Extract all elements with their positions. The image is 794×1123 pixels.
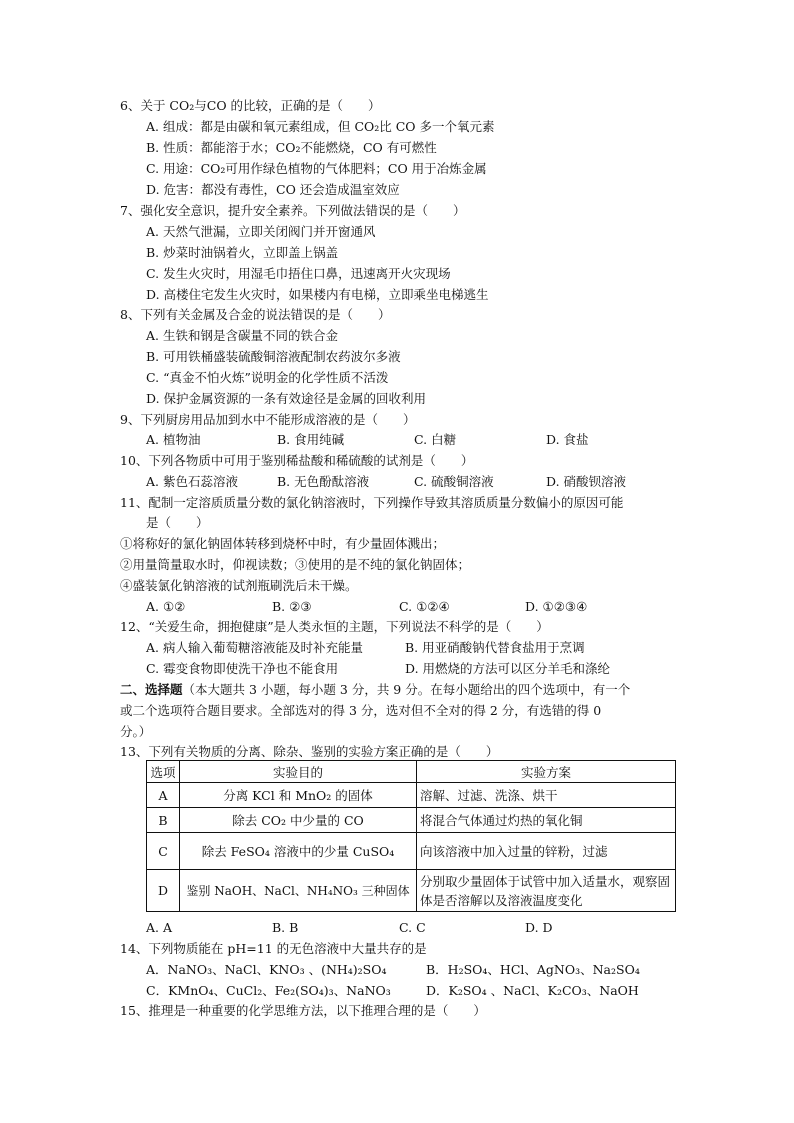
question-14-option-b[interactable]: B．H₂SO₄、HCl、AgNO₃、Na₂SO₄ [426, 962, 640, 977]
question-14-option-c[interactable]: C．KMnO₄、CuCl₂、Fe₂(SO₄)₃、NaNO₃ [146, 983, 391, 998]
question-13-option-d[interactable]: D. D [525, 920, 553, 935]
section-2-description-line-3: 分。） [120, 724, 152, 739]
question-10-option-a[interactable]: A. 紫色石蕊溶液 [146, 474, 238, 489]
table-row [147, 783, 676, 808]
question-14-stem: 14、下列物质能在 pH=11 的无色溶液中大量共存的是 [120, 941, 427, 956]
question-6-stem: 6、关于 CO₂与CO 的比较，正确的是（ ） [120, 98, 381, 113]
question-14-option-d[interactable]: D．K₂SO₄ 、NaCl、K₂CO₃、NaOH [426, 983, 639, 998]
question-12-option-b[interactable]: B. 用亚硝酸钠代替食盐用于烹调 [405, 640, 585, 655]
question-11-item-2: ②用量筒量取水时，仰视读数；③使用的是不纯的氯化钠固体； [120, 557, 471, 572]
question-11-option-c[interactable]: C. ①②④ [399, 599, 450, 614]
question-10-option-c[interactable]: C. 硫酸铜溶液 [414, 474, 494, 489]
question-7-option-a[interactable]: A. 天然气泄漏，立即关闭阀门并开窗通风 [146, 224, 376, 239]
section-2-title: 二、选择题 [120, 682, 183, 697]
question-12-option-a[interactable]: A. 病人输入葡萄糖溶液能及时补充能量 [146, 640, 363, 655]
question-11-stem: 11、配制一定溶质质量分数的氯化钠溶液时，下列操作导致其溶质质量分数偏小的原因可能 [120, 495, 624, 510]
question-8-option-a[interactable]: A. 生铁和钢是含碳量不同的铁合金 [146, 328, 338, 343]
question-10-option-b[interactable]: B. 无色酚酞溶液 [277, 474, 370, 489]
question-12-stem: 12、“关爱生命，拥抱健康”是人类永恒的主题，下列说法不科学的是（ ） [120, 619, 549, 634]
table-cell-goal: 除去 FeSO₄ 溶液中的少量 CuSO₄ [180, 833, 417, 870]
question-12-option-c[interactable]: C. 霉变食物即使洗干净也不能食用 [146, 661, 339, 676]
table-header-option: 选项 [147, 761, 180, 783]
question-11-item-1: ①将称好的氯化钠固体转移到烧杯中时，有少量固体溅出； [120, 536, 446, 551]
table-cell-option: D [147, 870, 180, 912]
question-8-stem: 8、下列有关金属及合金的说法错误的是（ ） [120, 307, 391, 322]
question-14-option-a[interactable]: A．NaNO₃、NaCl、KNO₃ 、(NH₄)₂SO₄ [146, 962, 387, 977]
section-2-heading [120, 680, 630, 700]
question-7-option-d[interactable]: D. 高楼住宅发生火灾时，如果楼内有电梯，立即乘坐电梯逃生 [146, 287, 489, 302]
table-row [147, 808, 676, 833]
table-cell-plan: 溶解、过滤、洗涤、烘干 [417, 783, 676, 808]
question-11-option-d[interactable]: D. ①②③④ [525, 599, 588, 614]
section-2-description: （本大题共 3 小题，每小题 3 分，共 9 分。在每小题给出的四个选项中，有一个 [182, 682, 631, 697]
question-11-item-3: ④盛装氯化钠溶液的试剂瓶刷洗后未干燥。 [120, 578, 358, 593]
question-7-option-c[interactable]: C. 发生火灾时，用湿毛巾捂住口鼻，迅速离开火灾现场 [146, 266, 451, 281]
question-11-stem-cont: 是（ ） [146, 515, 209, 530]
table-cell-goal: 除去 CO₂ 中少量的 CO [180, 808, 417, 833]
question-6-option-c[interactable]: C. 用途：CO₂可用作绿色植物的气体肥料；CO 用于冶炼金属 [146, 161, 487, 176]
question-8-option-b[interactable]: B. 可用铁桶盛装硫酸铜溶液配制农药波尔多液 [146, 349, 401, 364]
table-header-goal: 实验目的 [180, 761, 417, 783]
question-13-option-a[interactable]: A. A [146, 920, 173, 935]
question-11-option-b[interactable]: B. ②③ [272, 599, 312, 614]
table-cell-option: A [147, 783, 180, 808]
section-2-description-line-2: 或二个选项符合题目要求。全部选对的得 3 分，选对但不全对的得 2 分，有选错的得 0 [120, 703, 602, 718]
question-8-option-d[interactable]: D. 保护金属资源的一条有效途径是金属的回收利用 [146, 391, 427, 406]
question-9-option-b[interactable]: B. 食用纯碱 [277, 432, 345, 447]
question-6-option-d[interactable]: D. 危害：都没有毒性，CO 还会造成温室效应 [146, 182, 400, 197]
table-header-plan: 实验方案 [417, 761, 676, 783]
question-11-option-a[interactable]: A. ①② [146, 599, 186, 614]
table-cell-plan: 向该溶液中加入过量的锌粉，过滤 [417, 833, 676, 870]
table-cell-option: C [147, 833, 180, 870]
question-15-stem: 15、推理是一种重要的化学思维方法，以下推理合理的是（ ） [120, 1003, 486, 1018]
question-7-option-b[interactable]: B. 炒菜时油锅着火，立即盖上锅盖 [146, 245, 339, 260]
question-13-option-c[interactable]: C. C [399, 920, 426, 935]
table-cell-plan: 将混合气体通过灼热的氧化铜 [417, 808, 676, 833]
question-9-stem: 9、下列厨房用品加到水中不能形成溶液的是（ ） [120, 412, 416, 427]
table-cell-plan: 分别取少量固体于试管中加入适量水，观察固体是否溶解以及溶液温度变化 [417, 870, 676, 912]
question-9-option-c[interactable]: C. 白糖 [414, 432, 457, 447]
question-9-option-d[interactable]: D. 食盐 [546, 432, 589, 447]
question-7-stem: 7、强化安全意识，提升安全素养。下列做法错误的是（ ） [120, 203, 466, 218]
question-13-stem: 13、下列有关物质的分离、除杂、鉴别的实验方案正确的是（ ） [120, 744, 499, 759]
question-13-table [146, 760, 676, 912]
question-10-option-d[interactable]: D. 硝酸钡溶液 [546, 474, 627, 489]
table-cell-option: B [147, 808, 180, 833]
question-13-option-b[interactable]: B. B [272, 920, 299, 935]
question-8-option-c[interactable]: C. “真金不怕火炼”说明金的化学性质不活泼 [146, 370, 389, 385]
question-9-option-a[interactable]: A. 植物油 [146, 432, 201, 447]
question-10-stem: 10、下列各物质中可用于鉴别稀盐酸和稀硫酸的试剂是（ ） [120, 453, 474, 468]
question-12-option-d[interactable]: D. 用燃烧的方法可以区分羊毛和涤纶 [405, 661, 611, 676]
table-row [147, 833, 676, 870]
table-cell-goal: 鉴别 NaOH、NaCl、NH₄NO₃ 三种固体 [180, 870, 417, 912]
table-row [147, 870, 676, 912]
question-6-option-b[interactable]: B. 性质：都能溶于水；CO₂不能燃烧，CO 有可燃性 [146, 140, 437, 155]
table-cell-goal: 分离 KCl 和 MnO₂ 的固体 [180, 783, 417, 808]
question-6-option-a[interactable]: A. 组成：都是由碳和氧元素组成，但 CO₂比 CO 多一个氧元素 [146, 119, 495, 134]
